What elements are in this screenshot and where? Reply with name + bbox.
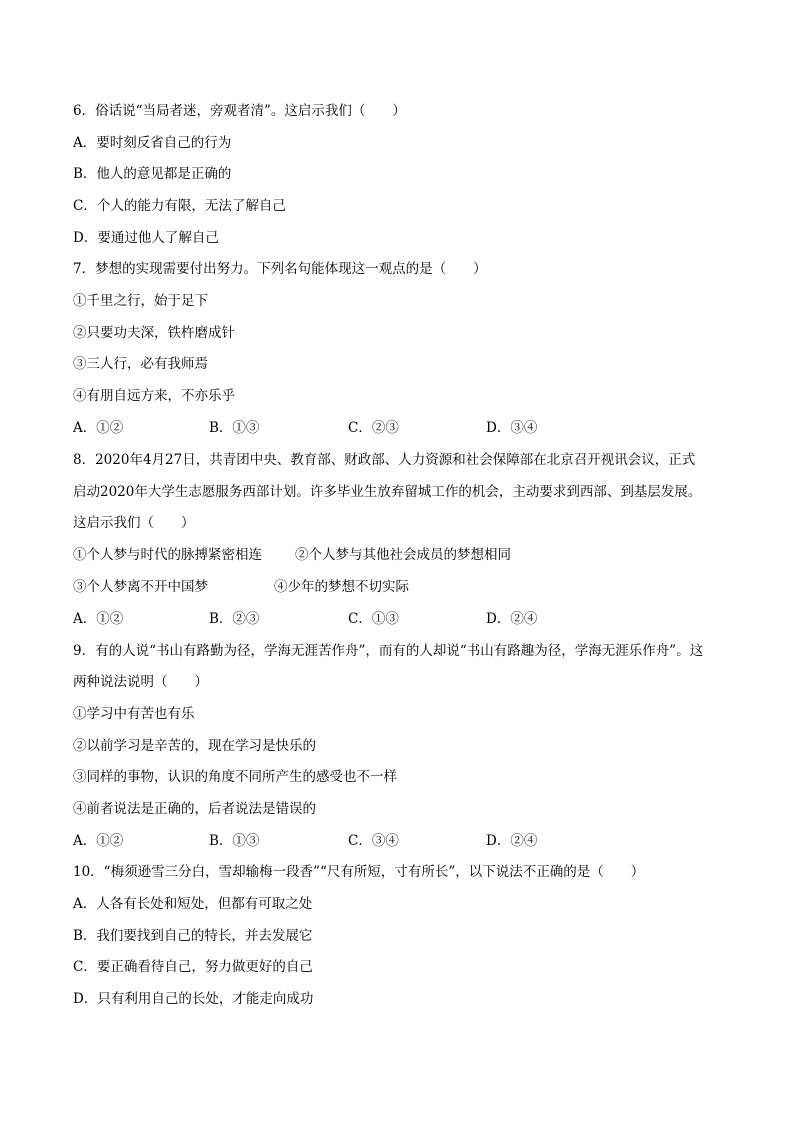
question-6-option-b: B．他人的意见都是正确的 <box>73 166 232 182</box>
question-7-choice-b: B．①③ <box>209 420 260 436</box>
question-7-choice-a: A．①② <box>73 420 124 436</box>
question-10-option-d: D．只有利用自己的长处，才能走向成功 <box>73 991 314 1007</box>
question-8-statement-1: ①个人梦与时代的脉搏紧密相连 <box>73 547 262 563</box>
question-9-statement-3: ③同样的事物，认识的角度不同所产生的感受也不一样 <box>73 769 397 785</box>
question-8-stem-line-2: 启动2020年大学生志愿服务西部计划。许多毕业生放弃留城工作的机会，主动要求到西部、到基层发展。 <box>73 484 702 500</box>
question-7-statement-1: ①千里之行，始于足下 <box>73 293 208 309</box>
question-6-option-a: A．要时刻反省自己的行为 <box>73 135 232 151</box>
question-9-stem-line-1: 9．有的人说“书山有路勤为径，学海无涯苦作舟”，而有的人却说“书山有路趣为径，学海无涯乐作舟”。这 <box>73 643 704 659</box>
question-9-statement-1: ①学习中有苦也有乐 <box>73 706 195 722</box>
question-8-statement-4: ④少年的梦想不切实际 <box>274 579 409 595</box>
question-9-statement-4: ④前者说法是正确的，后者说法是错误的 <box>73 801 316 817</box>
question-8-choice-d: D．②④ <box>486 611 538 627</box>
question-6-stem: 6．俗话说“当局者迷，旁观者清”。这启示我们（ ） <box>73 103 406 119</box>
question-10-option-c: C．要正确看待自己，努力做更好的自己 <box>73 959 313 975</box>
question-9-choice-d: D．②④ <box>486 833 538 849</box>
question-9-choice-b: B．①③ <box>209 833 260 849</box>
question-10-option-b: B．我们要找到自己的特长，并去发展它 <box>73 928 313 944</box>
question-10-stem: 10．“梅须逊雪三分白，雪却输梅一段香”“尺有所短，寸有所长”，以下说法不正确的是（ ） <box>73 864 645 880</box>
question-7-choice-c: C．②③ <box>348 420 399 436</box>
question-8-choice-b: B．②③ <box>209 611 260 627</box>
question-8-stem-line-1: 8．2020年4月27日，共青团中央、教育部、财政部、人力资源和社会保障部在北京召开视讯会议，正式 <box>73 452 696 468</box>
question-9-choice-a: A．①② <box>73 833 124 849</box>
question-8-choice-a: A．①② <box>73 611 124 627</box>
question-7-statement-4: ④有朋自远方来，不亦乐乎 <box>73 388 235 404</box>
question-7-choice-d: D．③④ <box>486 420 538 436</box>
question-6-option-d: D．要通过他人了解自己 <box>73 230 219 246</box>
question-10-option-a: A．人各有长处和短处，但都有可取之处 <box>73 896 313 912</box>
question-9-choice-c: C．③④ <box>348 833 399 849</box>
question-6-option-c: C．个人的能力有限，无法了解自己 <box>73 198 286 214</box>
question-7-statement-2: ②只要功夫深，铁杵磨成针 <box>73 325 235 341</box>
question-8-statement-3: ③个人梦离不开中国梦 <box>73 579 208 595</box>
question-7-stem: 7．梦想的实现需要付出努力。下列名句能体现这一观点的是（ ） <box>73 261 487 277</box>
question-9-stem-line-2: 两种说法说明（ ） <box>73 674 208 690</box>
question-8-stem-line-3: 这启示我们（ ） <box>73 515 195 531</box>
question-7-statement-3: ③三人行，必有我师焉 <box>73 356 208 372</box>
question-9-statement-2: ②以前学习是辛苦的，现在学习是快乐的 <box>73 738 316 754</box>
question-8-statement-2: ②个人梦与其他社会成员的梦想相同 <box>295 547 511 563</box>
question-8-choice-c: C．①③ <box>348 611 399 627</box>
